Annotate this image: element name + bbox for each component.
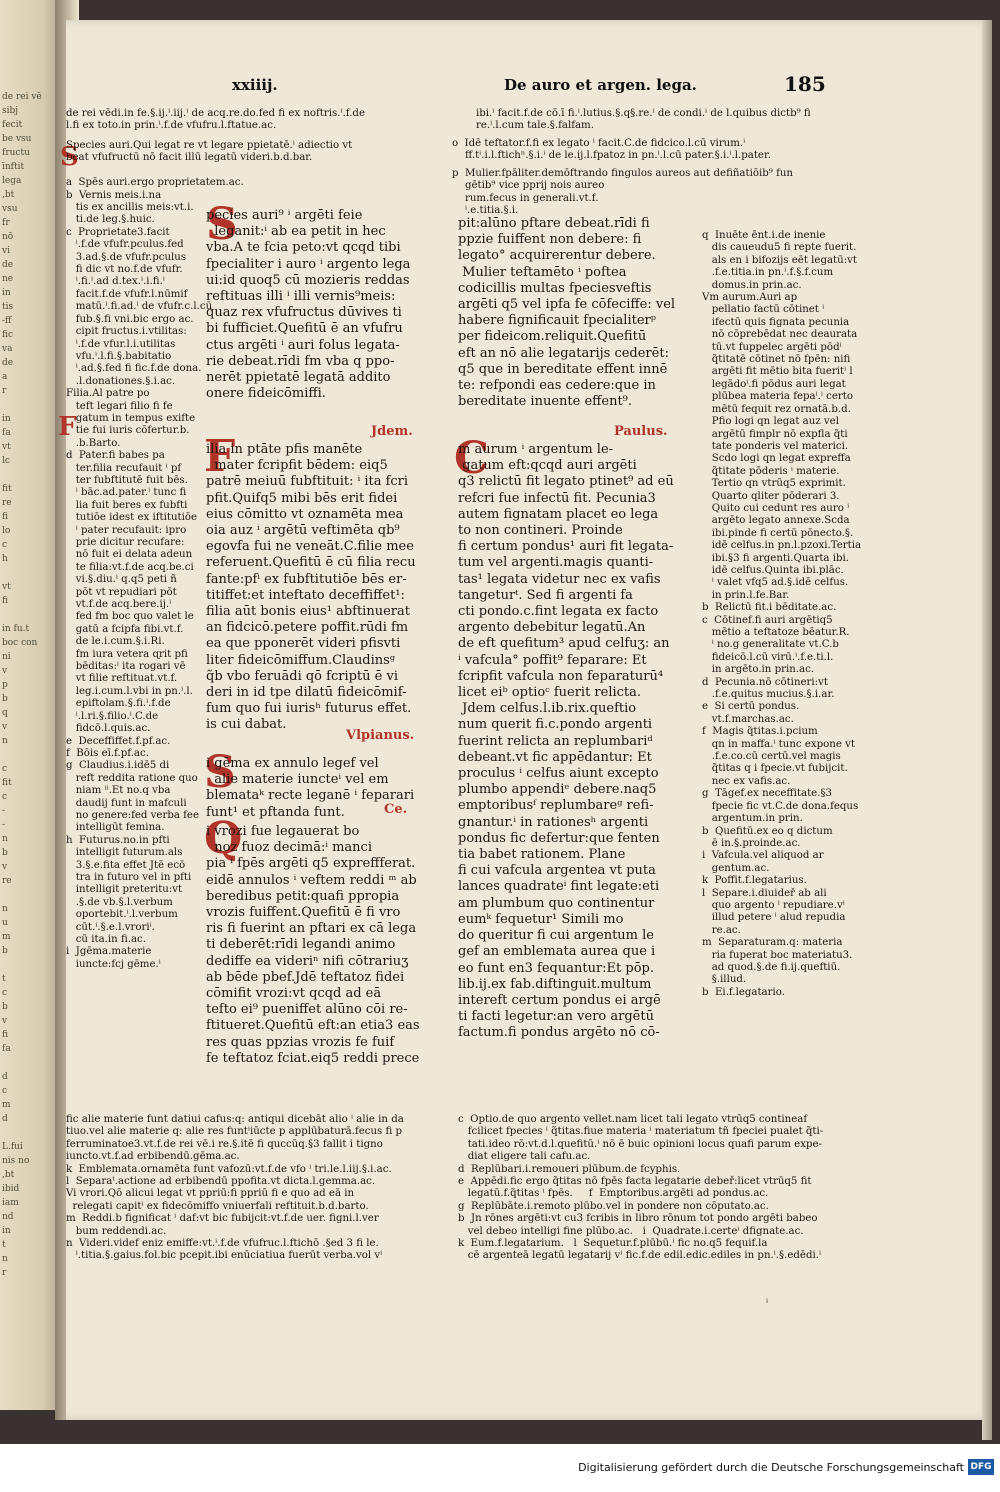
initial-qui-uxori: Q: [204, 813, 243, 864]
main-text-filia: ilia in ptāte pfis manēte mater fcripfit bēdem: eiq5 patrē meiuū fubftituit: ⁱ ita fcri pfit.Quifq5 mibi bēs erit fidei eius cōmitto vt oznamēta mea oia auz ⁱ argētū veftimēta qb⁹ egovfa fui ne veneāt.C.filie mee referuent.Quefitū ē cū filia recu fante:pfⁱ ex fubftitutiōe bēs er- titiffet:et inteftato deceffiffet¹: filia aūt bonis eius¹ abftinuerat an fidcicō.petere poffit.rūdi fm ea que pponerēt videri pfisvti liter fideicōmiffum.Claudinsᵍ q̃b vbo feruādi qō fcriptū ē vi deri in id tpe dilatū fideicōmif- fum quo fui iurisʰ futurus effet. is cui dabat.: [206, 442, 416, 733]
initial-filia: F: [204, 431, 236, 482]
left-page-margin-text: de rei vē sibj fecit be vsu fructu īnftit lega ,bt vsu fr nō vi de ne in tis -ff fic va de a r in fa vt lc fit re fi lo c h vt fi in fu.t boc con ni v p b q v n c fit c - - n b v re n u m b t c b v fi fa d c m d L.fui nis no ,bt ibid iam nd in t n r: [2, 92, 42, 1278]
initial-cum-aurum: C: [454, 433, 490, 484]
initial-species-gloss: S: [60, 142, 79, 172]
dfg-logo: DFG: [968, 1459, 994, 1475]
catchword: ⁱ: [766, 1298, 769, 1309]
rubric-paulus: Paulus.: [614, 424, 668, 439]
digitization-footer: [0, 1444, 1000, 1492]
book-page: [58, 20, 992, 1420]
gloss-left-column: Species auri.Qui legat re vt legare ppietatē.ⁱ adiectio vt beat vfufructū nō facit illū legatū videri.b.d.bar. a Spēs auri.ergo proprietatem.ac. b Vernis meis.i.na tis ex ancillis meis:vt.i. ti.de leg.§.huic. c Proprietate3.facit ⁱ.f.de vfufr.pculus.fed 3.ad.§.de vfufr.pculus fi dic vt no.f.de vfufr. ⁱ.fi.ⁱ.ad d.tex.ⁱ.i.fi.ⁱ facit.f.de vfufr.l.nūmif matū.ⁱ.fi.ad.ⁱ de vfufr.c.l.cū fub.§.fi vni.bic ergo ac. cipit fructus.i.vtilitas: ⁱ.f.de vfur.l.i.utilitas vfu.ⁱ.l.fi.§.babitatio ⁱ.ad.§.fed fi fic.f.de dona. .l.donationes.§.i.ac. Filia.Al patre po teft legari filio fi fe gatum in tempus exifte tie fui iuris cōfertur.b. .b.Barto. d Pater.fi babes pa ter.filia recufauit ⁱ pf ter fubftitutē fuit bēs. ⁱ bāc.ad.pater.ⁱ tunc fi lia fuit beres ex fubfti tutiōe idest ex iftitutiōe ⁱ pater recufauit: ipro prie dicitur recufare: nō fuit ei delata adeun te filia:vt.f.de acq.be.ci vi.§.diu.ⁱ q.q5 peti ñ pōt vt repudiari pōt vt.f.de acq.bere.ij.ⁱ fed fm boc quo valet le gatū a fcipfa fibi.vt.f. de le.i.cum.§.i.Ri. fm iura vetera ɋrit pfi bēditas:ⁱ ita rogari vē vt filie reftituat.vt.f. leg.i.cum.l.vbi in pn.ⁱ.l. epiftolam.§.fi.ⁱ.f.de ⁱ.l.ri.§.filio.ⁱ.C.de fidcō.l.quis.ac. e Deceffiffet.f.pf.ac. f Bōis eī.f.pf.ac. g Claudius.i.idē5 di reft reddita ratione quo niam ⁱⁱ.Et no.q vba daudij funt in mafculi no genere:fed verba fee intelligūt femina. h Futurus.no.in pfti intelligit futurum.als 3.§.e.fita effet Jtē ecō tra in futuro vel in pfti intelligit preteritu:vt .§.de vb.§.l.verbum oportebit.ⁱ.l.verbum cūt.ⁱ.§.e.l.vroriⁱ. cū ita.in fi.ac. i Jgēma.materie iuncte:fcj gēme.ⁱ: [66, 140, 353, 970]
gloss-p: p Mulier.fpāliter.demōftrando fingulos aureos aut defiñatiōib⁹ fun gētib⁹ vice pprij nois aureo rum.fecus in generali.vt.f. ⁱ.e.titia.§.i.: [452, 168, 793, 217]
rubric-ulpianus: Vlpianus.: [346, 728, 415, 743]
initial-filia-gloss: F: [58, 412, 77, 442]
gloss-top-middle: ibi.ⁱ facit.f.de cō.ī fi.ⁱ.lutius.§.q§.re.ⁱ de condi.ⁱ de l.quibus dictb⁹ fi re.ⁱ.l.cum tale.§.falfam.: [476, 108, 811, 132]
folio-number-left: xxiiij.: [232, 76, 278, 94]
initial-species: S: [206, 199, 238, 250]
running-title: De auro et argen. lega.: [504, 76, 697, 94]
funding-credit: Digitalisierung gefördert durch die Deutsche Forschungsgemeinschaft: [578, 1461, 964, 1474]
page-fore-edge: [982, 20, 992, 1440]
gloss-top-left: de rei vēdi.in fe.§.ij.ⁱ.iij.ⁱ de acq.re.do.fed fi ex noftris.ⁱ.f.de l.fi ex toto.in prin.ⁱ.f.de vfufru.l.ftatue.ac.: [66, 108, 365, 132]
gloss-bottom-right: c Optio.de quo argento vellet.nam licet tali legato vtrūq5 contineaf fcilicet fpecies ⁱ q̃titas.fiue materia ⁱ materiatum tñ fpeciei pualet q̃ti- tati.ideo rō:vt.d.l.quefitū.ⁱ nō ē buic opinioni locus quafi parum expe- diat eligere tali cafu.ac. d Replūbari.i.remoueri plūbum.de fcyphis. e Appēdi.fic ergo q̃titas nō fpēs facta legatarie debeř:licet vtrūq5 fit legatū.f.q̃titas ⁱ fpēs. f Emptoribus.argēti ad pondus.ac. g Replūbāte.i.remoto plūbo.vel in pondere non cōputato.ac. b Jn rōnes argēti:vt cu3 fcribis in libro rōnum tot pondo argēti babeo vel debeo intelligi fine plūbo.ac. i Quadrate.i.certeⁱ dfignate.ac. k Eum.f.legatarium. l Sequetur.f.plūbū.ⁱ fic no.q5 fequif.la cē argenteā legatū legatarij vⁱ fic.f.de edil.edic.ediles in pn.ⁱ.§.edēdi.ⁱ: [458, 1114, 824, 1262]
folio-number-right: 185: [784, 72, 826, 96]
main-text-col2-b: m aurum ⁱ argentum le- gatum eft:qcqd auri argēti q3 relictū fit legato ptinet⁹ ad eū refcri fue infectū fit. Pecunia3 autem fignatam placet eo lega to non contineri. Proinde fi certum pondus¹ auri fit legata- tum vel argenti.magis quanti- tas¹ legata videtur nec ex vafis tangeturᵗ. Sed fi argenti fa cti pondo.c.fint legata ex facto argento debebitur legatū.An de eft quefitum³ apud celfuʒ: an ⁱ vafcula° poffit⁹ feparare: Et fcripfit vafcula non feparaturū⁴ licet eiᵇ optioᶜ fuerit relicta. Jdem celfus.l.ib.rix.queftio num querit fi.c.pondo argenti fuerint relicta an replumbariᵈ debeant.vt fic appēdantur: Et proculus ⁱ celfus aiunt excepto plumbo appendiᵉ debere.naq5 emptoribusᶠ replumbareᵍ refi- gnantur.ⁱ in rationesʰ argenti pondus fic defertur:que fenten tia babet rationem. Plane fi cui vafcula argentea vt puta lances quadrateⁱ fint legate:eti am plumbum quo continentur eumᵏ fequetur¹ Simili mo do queritur fi cui argentum le gef an emblemata aurea que i eo funt en3 fequantur:Et pōp. lib.ij.ex fab.diftinguit.multum intereft certum pondus ei argē ti facti legetur:an vero argētū factum.fi pondus argēto nō cō-: [458, 442, 674, 1041]
left-page-edge: [0, 0, 60, 1410]
gloss-o: o Idē teftator.f.fi ex legato ⁱ facit.C.de fidcico.l.cū virum.ⁱ ff.tⁱ.i.l.ftichⁿ.§.i.ⁱ de le.ij.l.fpatoz in pn.ⁱ.l.cū pater.§.i.ⁱ.l.pater.: [452, 138, 771, 162]
main-text-uxori: i vrozi fue legauerat bo noz fuoz decimā:ⁱ manci pia ⁱ fpēs argēti q5 expreffferat. eidē annulos ⁱ veftem reddi ᵐ ab beredibus petit:quafi ppropia vrozis fuiffent.Quefitū ē fi vro ris fi fuerint an pftari ex cā lega ti deberēt:rīdi legandi animo dediffe ea videriⁿ nifi cōtrariuʒ ab bēde pbef.Jdē teftatoz fidei cōmifit vrozi:vt qcqd ad eā tefto ei⁹ pueniffet alūno cōi re- ftitueret.Quefitū eft:an etia3 eas res quas ppzias vrozis fe fuif fe teftatoz fciat.eiq5 reddi prece: [206, 824, 420, 1066]
rubric-ce: Ce.: [384, 802, 408, 817]
initial-si-gemma: S: [204, 747, 236, 798]
main-text-col2-a: pit:alūno pftare debeat.rīdi fi ppzie fuiffent non debere: fi legato° acquirerentur debere. Mulier teftamēto ⁱ poftea codicillis multas fpeciesveftis argēti q5 vel ipfa fe cōfeciffe: vel habere fignificauit fpecialiterᵖ per fideicom.reliquit.Quefitū eft an nō alie legatarijs cederēt: q5 que in bereditate effent innē te: refpondi eas cedere:que in bereditate inuente effent⁹.: [458, 216, 676, 410]
rubric-idem: Jdem.: [371, 424, 413, 439]
main-text-gemma: i gēma ex annulo legef vel alie materie iuncteⁱ vel em blemataᵏ recte leganē ⁱ feparari funt¹ et pftanda funt.: [206, 756, 415, 820]
gloss-right-column: q Inuēte ēnt.i.de inenie dis caueudu5 fi repte fuerit. als en i bifozijs eēt legatū:vt .f.e.titia.in pn.ⁱ.f.§.f.cum domus.in prin.ac. Vm aurum.Auri ap pellatio factū cōtinet ⁱ ifectū ɋuis fignata pecunia nō cōprebēdat nec deaurata tū.vt fuppelec argēti pōdⁱ q̃titatē cōtinet nō fpēn: nifi argēti fit mētio bita fueritⁱ l legādoⁱ.fi pōdus auri legat plūbea materia fepaⁱ.ⁱ certo mētū fequit rez ornatā.b.d. Pfio logi qn legat auz vel argētū fimplr nō expfla q̃ti tate ponderis vel materici. Scdo logi qn legat expreffa q̃titate pōderis ⁱ materie. Tertio qn vtrūq5 exprimit. Quarto qliter pōderari 3. Quito cui cedunt res auro ⁱ argēto legato annexe.Scda ibi.pinde fi certū pōnecto.§. idē celfus.in pn.l.pzoxi.Tertia ibi.§3 fi argenti.Quarta ibi. idē celfus.Quinta ibi.plāc. ⁱ valet vfq5 ad.§.idē celfus. in prin.l.fe.Bar. b Relictū fit.i bēditate.ac. c Cōtinef.fi auri argētiq5 mētio a teftatoze bēatur.R. ⁱ no.g generalitate vt.C.b fideicō.l.cū virū.ⁱ.f.e.ti.l. in argēto.in prin.ac. d Pecunia.nō cōtineri:vt .f.e.quitus mucius.§.i.ar. e Si certū pondus. vt.f.marchas.ac. f Magis q̃titas.i.pcium qn in maffa.ⁱ tunc expone vt .f.e.co.cū certū.vel magis q̃titas q i fpecie.vt fubijcit. nec ex vafis.ac. g Tāgef.ex neceffitate.§3 fpecie fic vt.C.de dona.fequs argentum.in prin. b Quefitū.ex eo q dictum ē in.§.proinde.ac. i Vafcula.vel aliquod ar gentum.ac. k Poffit.f.legatarius. l Separe.i.diuideř ab ali quo argento ⁱ repudiare.vⁱ illud petere ⁱ alud repudia re.ac. m Separaturam.q: materia ria fuperat boc materiatu3. ad quod.§.de fi.ij.queftiū. §.illud. b Ei.f.legatario.: [702, 230, 862, 998]
gloss-bottom-left: fic alie materie funt datiui cafus:q: antiqui dicebāt alio ⁱ alie in da tiuo.vel alie materie q: alie res funtⁱiūcte p applūbaturā.fecus fi p ferruminatoe3.vt.f.de rei vē.i re.§.itē fi quccūq.§3 fallit i tigno iuncto.vt.f.ad erbibendū.gēma.ac. k Emblemata.ornamēta funt vafozū:vt.f.de vfo ⁱ tri.le.l.iij.§.i.ac. l Separaᵗ.actione ad erbibendū ppofita.vt dicta.l.gemma.ac. Vi vrori.Qō alicui legat vt ppriū:fi ppriū fi e quo ad eā in relegati capitⁱ ex fidecōmiffo vniuerfali reftituit.b.d.barto. m Reddi.b fignificat ⁱ daf:vt bic fubijcit:vt.f.de uer. figni.l.ver bum reddendi.ac. n Videri.videf eniz emiffe:vt.ⁱ.f.de vfufruc.l.ftichō .§ed 3 fi le. ⁱ.titia.§.gaius.fol.bic pcepit.ibi enūciatiua fuerūt verba.vol vⁱ: [66, 1114, 404, 1262]
main-text-species: pecies auri⁹ ⁱ argēti feie leganit:ⁱ ab ea petit in hec vba.A te fcia peto:vt qcqd tibi fpecialiter i auro ⁱ argento lega ui:id quoq5 cū mozieris reddas reftituas illi ⁱ illi vernis⁹meis: quaz rex vfufructus dūvives ti bi fufficiet.Quefitū ē an vfufru ctus argēti ⁱ auri folus legata- rie debeat.rīdi fm vba q ppo- nerēt ppietatē legatā addito onere fideicōmiffi.: [206, 208, 411, 402]
